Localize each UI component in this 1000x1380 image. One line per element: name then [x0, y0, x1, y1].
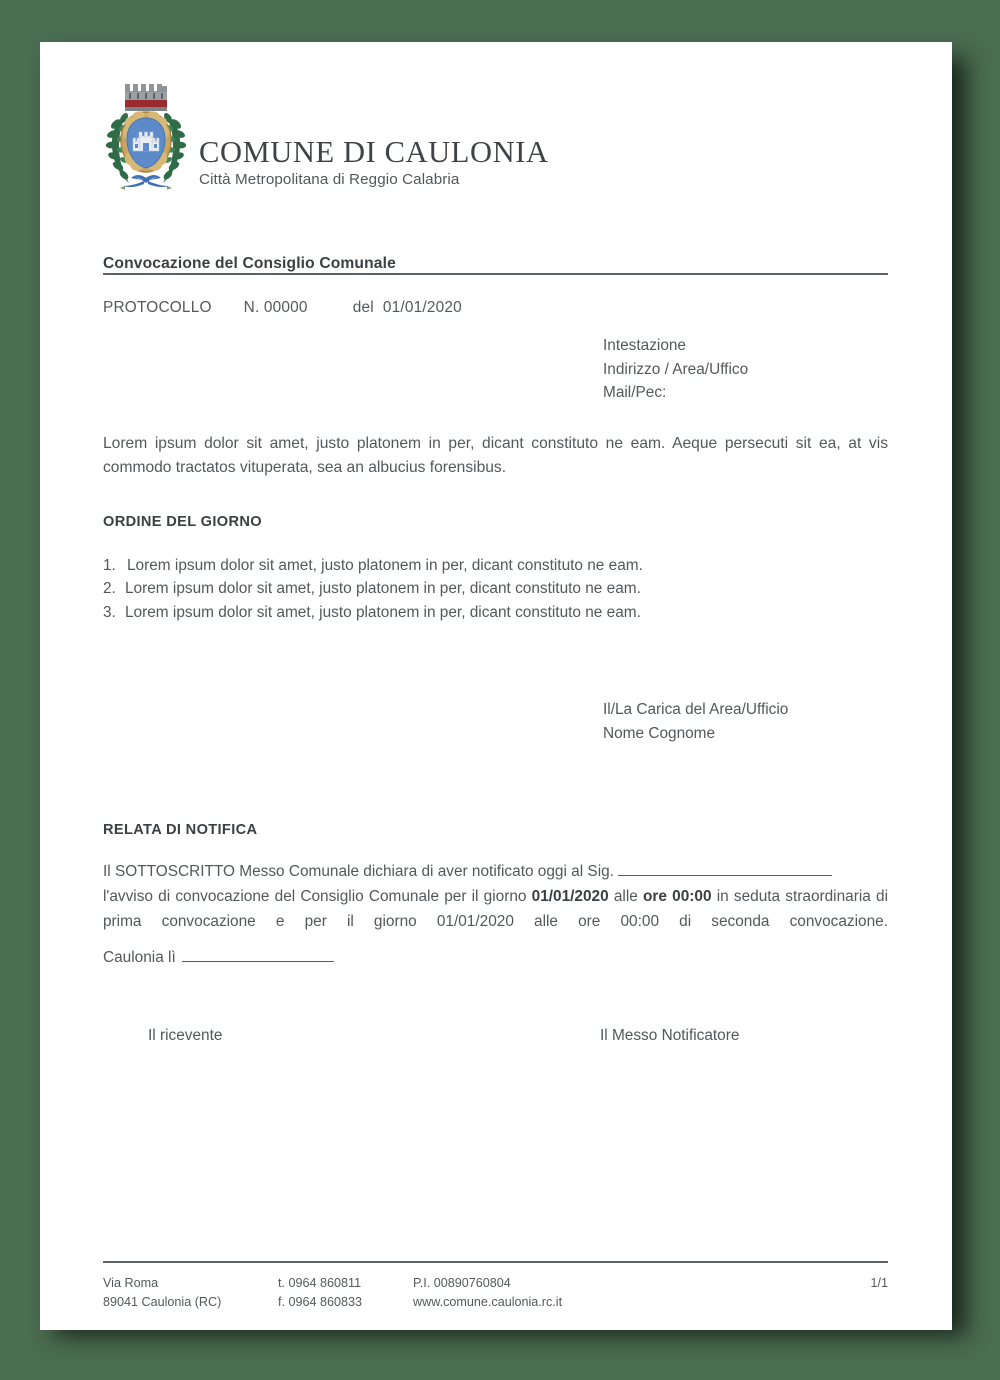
footer-telephone: t. 0964 860811 — [278, 1276, 362, 1290]
list-item — [103, 601, 888, 624]
signature-name: Nome Cognome — [603, 724, 716, 742]
footer-divider — [103, 1261, 888, 1263]
list-item — [103, 577, 888, 600]
agenda-item-text: Lorem ipsum dolor sit amet, justo platonem in per, dicant constituto ne eam. — [125, 603, 641, 621]
relata-meeting-time: ore 00:00 — [643, 887, 712, 905]
footer-page-number: 1/1 — [870, 1276, 888, 1290]
agenda-heading: ORDINE DEL GIORNO — [103, 514, 262, 530]
relata-meeting-date: 01/01/2020 — [531, 887, 609, 905]
protocol-row — [103, 299, 888, 317]
protocol-date-label: del — [352, 299, 374, 316]
footer-fax: f. 0964 860833 — [278, 1294, 363, 1309]
recipient-name-blank-field[interactable] — [618, 861, 832, 876]
recipient-block — [603, 334, 903, 405]
footer-address-line-2: 89041 Caulonia (RC) — [103, 1294, 222, 1309]
title-divider — [103, 273, 888, 275]
agenda-item-number: 2. — [103, 580, 116, 598]
place-date-blank-field[interactable] — [182, 947, 334, 962]
agenda-item-text: Lorem ipsum dolor sit amet, justo platonem in per, dicant constituto ne eam. — [125, 580, 641, 598]
coat-of-arms-icon — [103, 82, 189, 197]
organization-title-block — [199, 137, 549, 188]
protocol-number: N. 00000 — [243, 299, 308, 316]
relata-line-1-text: Il SOTTOSCRITTO Messo Comunale dichiara di aver notificato oggi al Sig. — [103, 863, 614, 880]
relata-body — [103, 860, 888, 935]
footer-website[interactable]: www.comune.caulonia.rc.it — [413, 1294, 563, 1309]
place-label: Caulonia lì — [103, 949, 176, 967]
relata-part-1: l'avviso di convocazione del Consiglio Comunale per il giorno — [103, 887, 532, 905]
page-title: Convocazione del Consiglio Comunale — [103, 255, 396, 272]
receiver-signature-label: Il ricevente — [148, 1027, 223, 1044]
document-page — [40, 42, 952, 1330]
notifier-signature-label: Il Messo Notificatore — [600, 1027, 740, 1044]
recipient-line-2: Indirizzo / Area/Uffico — [603, 360, 749, 378]
signature-role: Il/La Carica del Area/Ufficio — [603, 701, 789, 718]
place-date-row — [103, 947, 888, 967]
relata-paragraph — [103, 885, 888, 935]
intro-paragraph: Lorem ipsum dolor sit amet, justo platonem in per, dicant constituto ne eam. Aeque persecuti sit ea, at vis commodo tractatos vituperata, sea an albucius forensibus. — [103, 435, 888, 477]
list-item — [103, 554, 888, 577]
agenda-item-number: 1. — [103, 557, 116, 574]
relata-part-2: alle — [608, 887, 644, 905]
agenda-list — [103, 554, 888, 624]
relata-heading: RELATA DI NOTIFICA — [103, 822, 258, 838]
organization-name: COMUNE DI CAULONIA — [199, 135, 549, 169]
letterhead — [103, 82, 888, 200]
signature-block — [603, 698, 923, 745]
agenda-item-number: 3. — [103, 603, 116, 621]
relata-line-1 — [103, 860, 888, 885]
organization-subtitle: Città Metropolitana di Reggio Calabria — [199, 171, 460, 189]
protocol-label: PROTOCOLLO — [103, 299, 212, 316]
relata-part-3: in seduta straordinaria di prima convocazione e per il giorno 01/01/2020 alle ore 00:00 di seconda convocazione. — [103, 887, 888, 930]
footer-address-line-1: Via Roma — [103, 1276, 159, 1290]
recipient-line-3: Mail/Pec: — [603, 384, 667, 402]
agenda-item-text: Lorem ipsum dolor sit amet, justo platonem in per, dicant constituto ne eam. — [127, 557, 643, 574]
protocol-date-value: 01/01/2020 — [382, 299, 462, 316]
footer-vat-number: P.I. 00890760804 — [413, 1276, 511, 1290]
recipient-line-1: Intestazione — [603, 337, 686, 354]
